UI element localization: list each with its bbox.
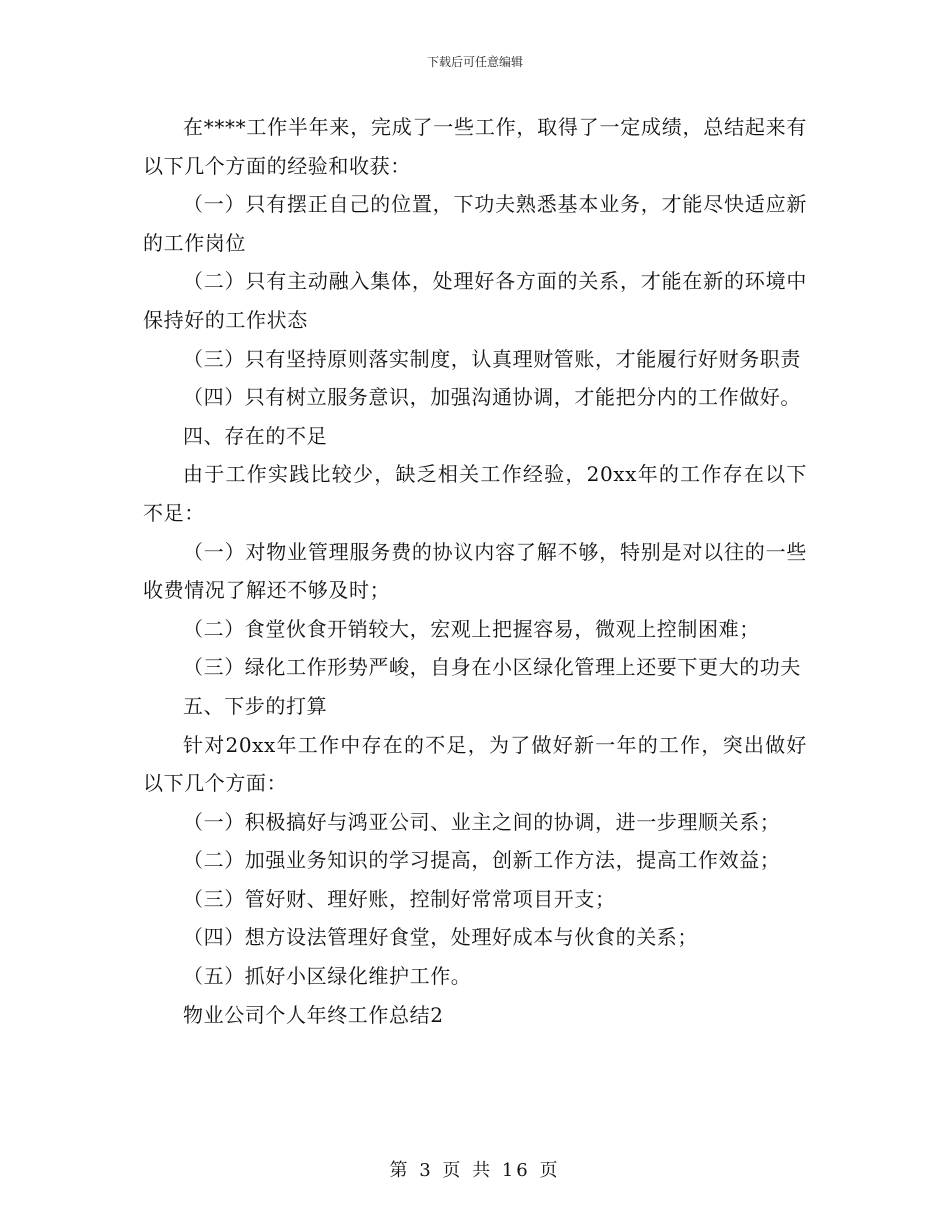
page-number-footer: 第 3 页 共 16 页 — [389, 1160, 561, 1181]
paragraph-item: （四）想方设法管理好食堂，处理好成本与伙食的关系； — [183, 925, 698, 950]
section-heading: 四、存在的不足 — [183, 423, 328, 448]
section-heading: 五、下步的打算 — [183, 693, 328, 718]
paragraph: 由于工作实践比较少，缺乏相关工作经验，20xx年的工作存在以下不足： — [143, 462, 807, 525]
paragraph-item: （二）只有主动融入集体，处理好各方面的关系，才能在新的环境中保持好的工作状态 — [143, 269, 807, 332]
page-header-note: 下载后可任意编辑 — [426, 55, 523, 69]
document-body — [143, 108, 807, 1034]
paragraph-item: （三）绿化工作形势严峻，自身在小区绿化管理上还要下更大的功夫 — [183, 655, 801, 680]
paragraph-item: （二）加强业务知识的学习提高，创新工作方法，提高工作效益； — [183, 848, 781, 873]
paragraph-item: （三）只有坚持原则落实制度，认真理财管账，才能履行好财务职责 — [183, 346, 801, 371]
paragraph-item: （四）只有树立服务意识，加强沟通协调，才能把分内的工作做好。 — [183, 385, 801, 410]
document-subtitle: 物业公司个人年终工作总结2 — [183, 1002, 444, 1027]
paragraph-item: （五）抓好小区绿化维护工作。 — [183, 964, 472, 989]
paragraph: 针对20xx年工作中存在的不足，为了做好新一年的工作，突出做好以下几个方面： — [143, 732, 807, 796]
paragraph-item: （一）对物业管理服务费的协议内容了解不够，特别是对以往的一些收费情况了解还不够及时； — [143, 539, 807, 603]
paragraph-intro: 在****工作半年来，完成了一些工作，取得了一定成绩，总结起来有以下几个方面的经验和收获： — [143, 115, 807, 178]
paragraph-item: （一）积极搞好与鸿亚公司、业主之间的协调，进一步理顺关系； — [183, 809, 781, 834]
paragraph-item: （一）只有摆正自己的位置，下功夫熟悉基本业务，才能尽快适应新的工作岗位 — [143, 192, 807, 255]
paragraph-item: （三）管好财、理好账，控制好常常项目开支； — [183, 886, 616, 911]
paragraph-item: （二）食堂伙食开销较大，宏观上把握容易，微观上控制困难； — [183, 616, 760, 641]
